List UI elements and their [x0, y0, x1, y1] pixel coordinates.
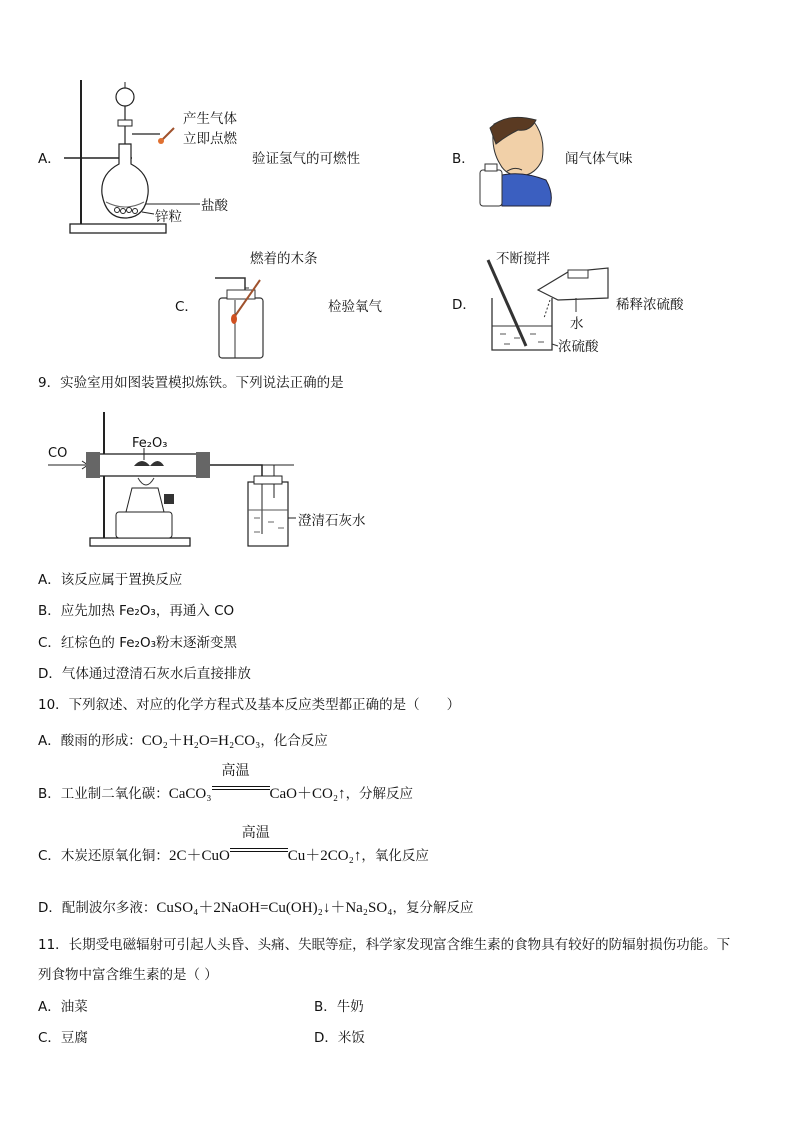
- q10-option-a[interactable]: [38, 732, 328, 750]
- q10-d-suffix: ，复分解反应: [392, 900, 474, 916]
- label-zinc-granules: 锌粒: [155, 209, 182, 225]
- q10-c-bar-bottom: [230, 851, 288, 852]
- q10-stem: 10．下列叙述、对应的化学方程式及基本反应类型都正确的是（ ）: [38, 697, 461, 713]
- oxygen-test-figure: [205, 272, 275, 362]
- q10-a-prefix: A．酸雨的形成：: [38, 733, 142, 749]
- q9-option-d[interactable]: D．气体通过澄清石灰水后直接排放: [38, 666, 251, 682]
- label-ignite-immediately: 立即点燃: [183, 131, 237, 147]
- label-water: 水: [570, 316, 584, 332]
- q10-c-suffix: ，氧化反应: [361, 848, 429, 864]
- option-b-letter: B．: [452, 151, 475, 167]
- option-a-caption: 验证氢气的可燃性: [252, 151, 360, 167]
- q10-c-condition: 高温: [241, 825, 270, 841]
- q10-a-equation: CO₂＋H₂O=H₂CO₃: [141, 733, 261, 749]
- option-c-letter: C．: [175, 299, 198, 315]
- q10-b-bar-top: [212, 786, 270, 787]
- option-c-caption: 检验氧气: [328, 299, 382, 315]
- q10-b-suffix: ，分解反应: [345, 786, 414, 802]
- q9-option-c[interactable]: C．红棕色的 Fe₂O₃粉末逐渐变黑: [38, 635, 237, 651]
- label-burning-stick: 燃着的木条: [250, 251, 318, 267]
- q10-c-right: Cu＋2CO₂↑: [287, 848, 362, 864]
- q10-c-prefix: C．木炭还原氧化铜：: [38, 848, 169, 864]
- option-a-letter: A．: [38, 151, 61, 167]
- q11-stem-line1: 11．长期受电磁辐射可引起人头昏、头痛、失眠等症，科学家发现富含维生素的食物具有较好的防辐射损伤功能。下: [38, 937, 731, 953]
- label-conc-sulfuric-acid: 浓硫酸: [558, 339, 599, 355]
- q10-b-prefix: B．工业制二氧化碳：: [38, 786, 169, 802]
- q10-d-prefix: D．配制波尔多液：: [38, 900, 157, 916]
- label-fe2o3: Fe₂O₃: [132, 436, 168, 451]
- label-hydrochloric-acid: 盐酸: [201, 198, 228, 214]
- q10-option-c[interactable]: [38, 825, 429, 865]
- q11-option-a[interactable]: A．油菜: [38, 999, 88, 1015]
- q10-b-bar-bottom: [212, 789, 270, 790]
- q10-option-b[interactable]: [38, 763, 414, 803]
- label-co: CO: [48, 446, 68, 461]
- option-d-caption: 稀释浓硫酸: [616, 297, 684, 313]
- option-b-caption: 闻气体气味: [565, 151, 633, 167]
- q10-b-left: CaCO₃: [168, 786, 212, 802]
- q10-b-condition: 高温: [221, 763, 250, 779]
- option-d-letter: D．: [452, 297, 476, 313]
- q9-option-a[interactable]: A．该反应属于置换反应: [38, 572, 183, 588]
- q11-option-c[interactable]: C．豆腐: [38, 1030, 88, 1046]
- q11-option-d[interactable]: D．米饭: [314, 1030, 365, 1046]
- q10-b-arrow: [212, 763, 270, 798]
- q9-option-b[interactable]: B．应先加热 Fe₂O₃，再通入 CO: [38, 603, 235, 619]
- q10-a-suffix: ，化合反应: [260, 733, 328, 749]
- label-gas-produced: 产生气体: [183, 111, 237, 127]
- q10-d-equation: CuSO₄＋2NaOH=Cu(OH)₂↓＋Na₂SO₄: [156, 900, 393, 916]
- label-limewater: 澄清石灰水: [298, 513, 366, 529]
- q11-option-b[interactable]: B．牛奶: [314, 999, 364, 1015]
- q10-c-bar-top: [230, 848, 288, 849]
- q11-stem-line2: 列食物中富含维生素的是（ ）: [38, 967, 218, 983]
- q10-b-right: CaO＋CO₂↑: [269, 786, 346, 802]
- smell-gas-figure: [476, 114, 556, 209]
- q10-c-left: 2C＋CuO: [168, 848, 230, 864]
- q10-c-arrow: [230, 825, 288, 860]
- q10-option-d[interactable]: [38, 899, 473, 917]
- iron-smelting-figure: [46, 408, 306, 553]
- label-keep-stirring: 不断搅拌: [496, 251, 550, 267]
- q9-stem: 9．实验室用如图装置模拟炼铁。下列说法正确的是: [38, 375, 344, 391]
